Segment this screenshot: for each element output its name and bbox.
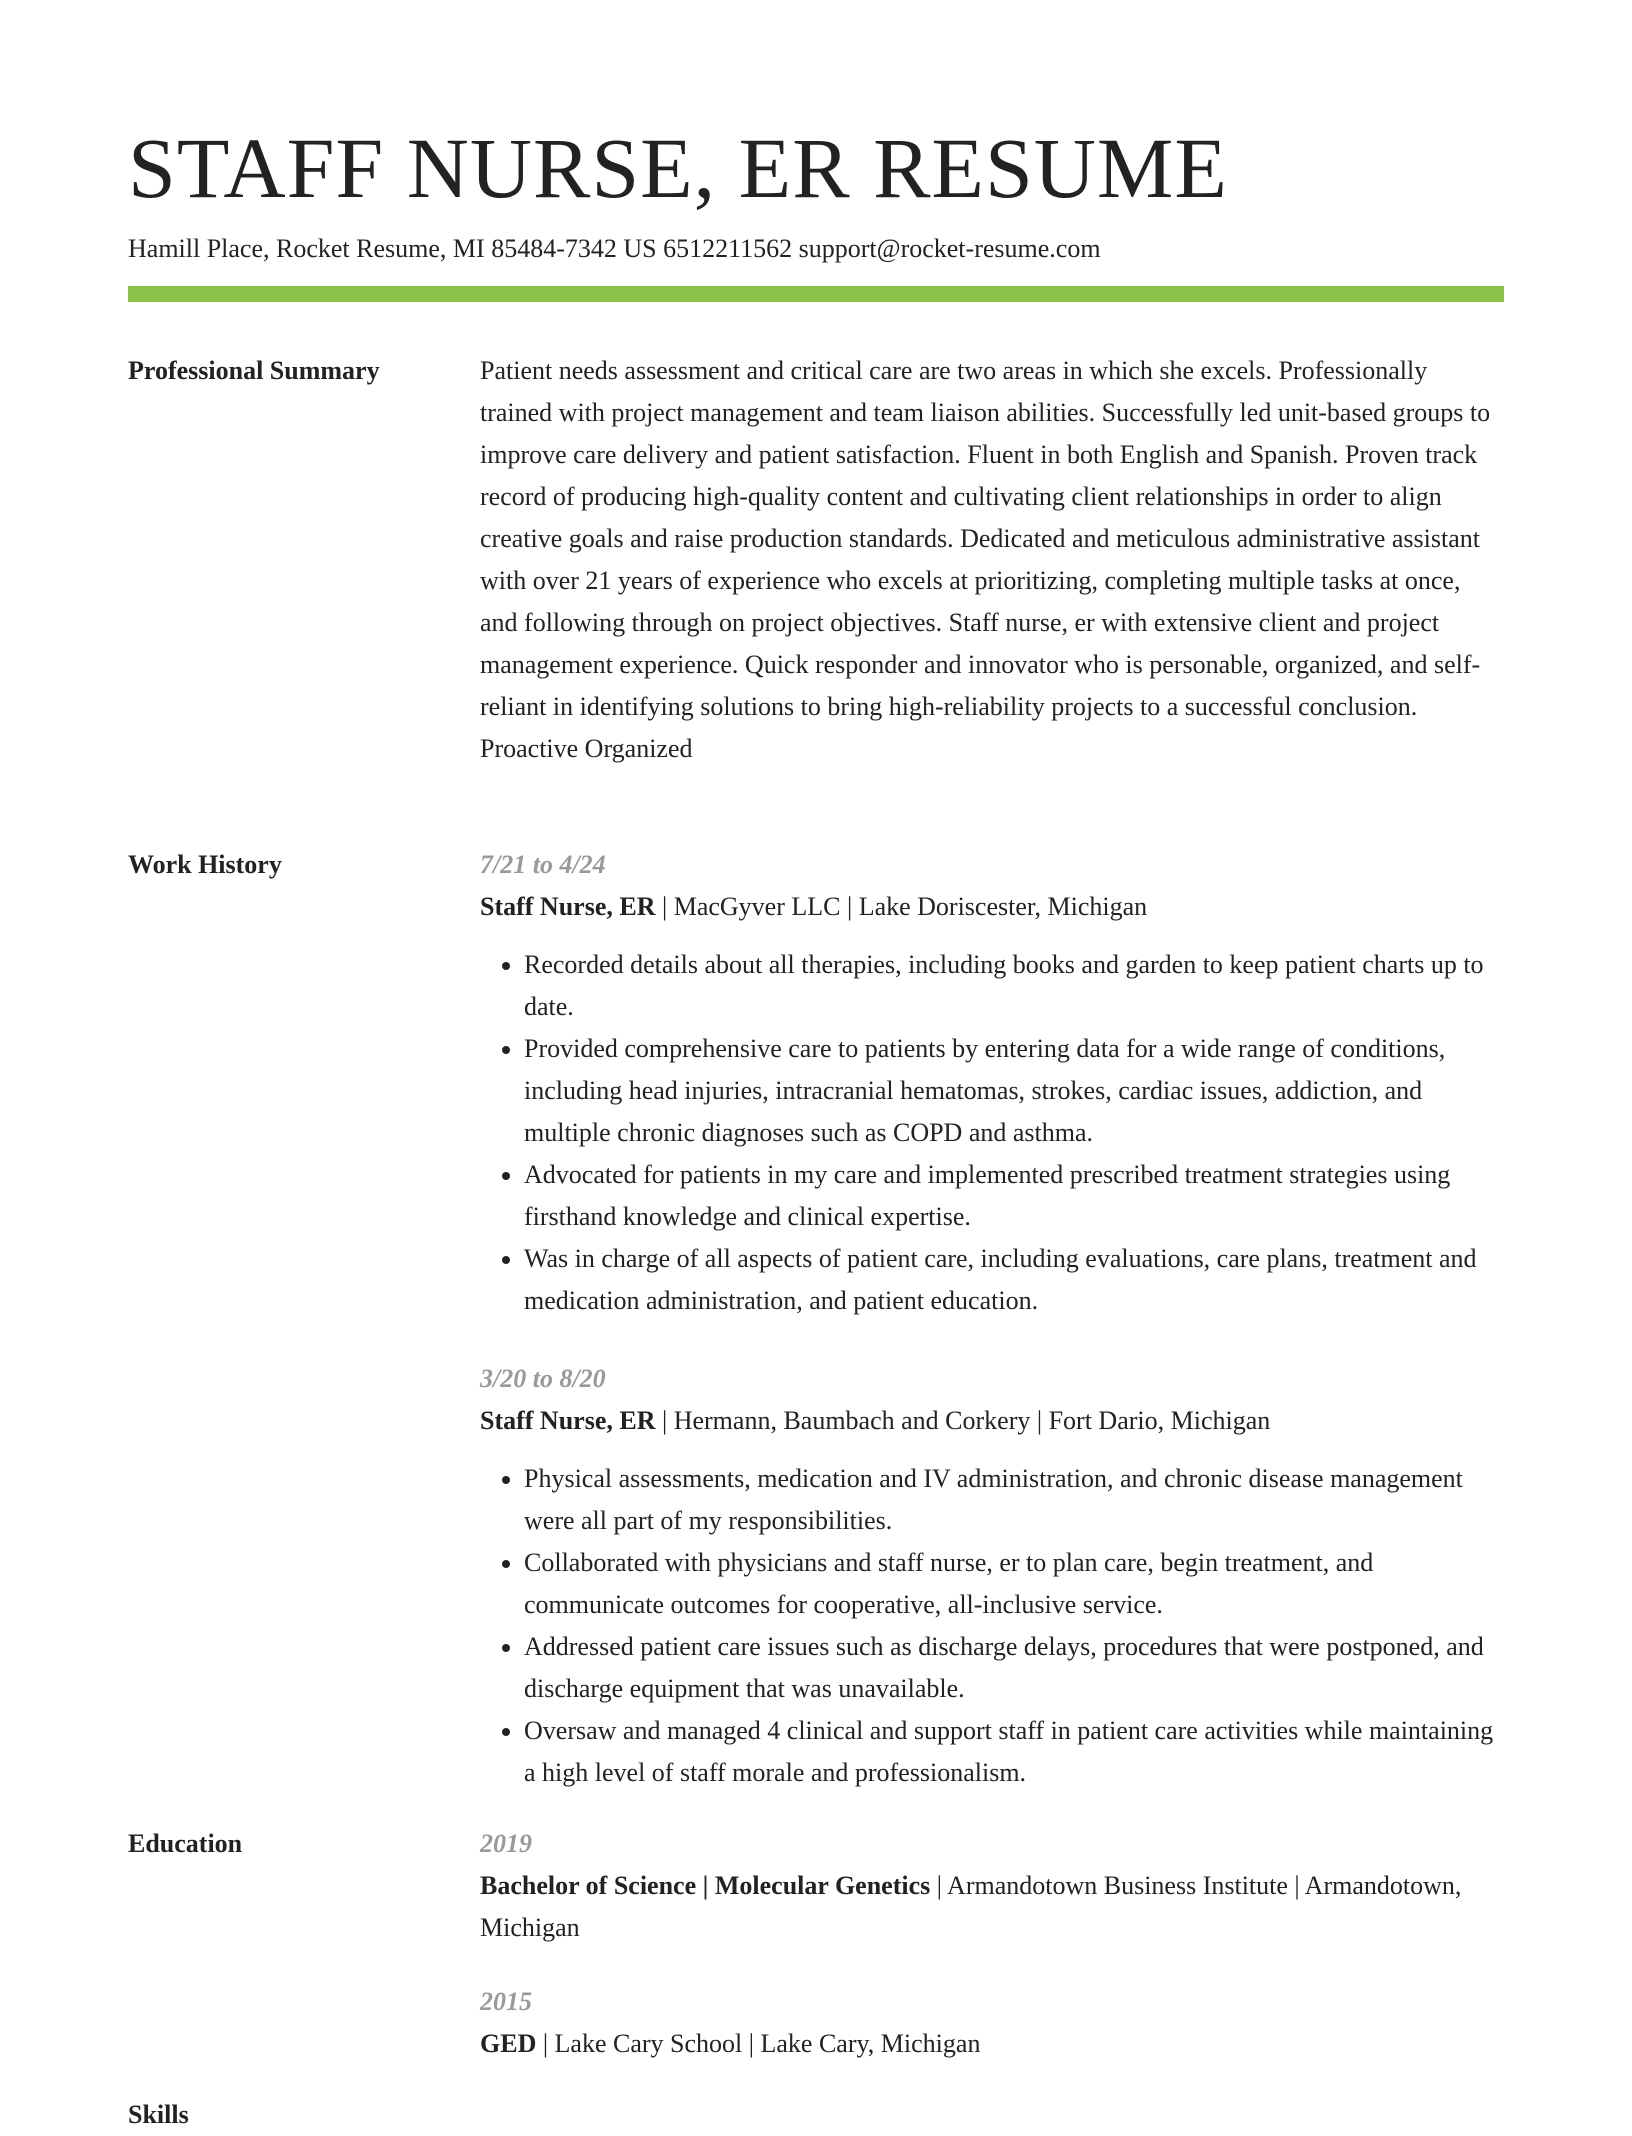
skills-label: Skills (128, 2100, 189, 2129)
education-line (480, 1865, 1504, 1949)
job-title: Staff Nurse, ER (480, 1406, 656, 1435)
job-bullet: • Addressed patient care issues such as discharge delays, procedures that were postponed, and discharge equipment that was unavailable. (524, 1626, 1504, 1710)
work-history-label: Work History (128, 850, 282, 879)
job-role-line (480, 1400, 1504, 1442)
job-bullets (480, 1458, 1504, 1794)
education-entry (480, 1981, 1504, 2065)
job-bullet: • Advocated for patients in my care and implemented prescribed treatment strategies using firsthand knowledge and clinical expertise. (524, 1154, 1504, 1238)
job-bullet: • Collaborated with physicians and staff nurse, er to plan care, begin treatment, and communicate outcomes for cooperative, all-inclusive service. (524, 1542, 1504, 1626)
education-year: 2019 (480, 1829, 532, 1858)
job-entry (480, 844, 1504, 1322)
summary-body (480, 350, 1504, 770)
education-line (480, 2023, 1504, 2065)
job-dates: 7/21 to 4/24 (480, 850, 606, 879)
education-entry (480, 1823, 1504, 1949)
contact-line: Hamill Place, Rocket Resume, MI 85484-7342 US 6512211562 support@rocket-resume.com (128, 234, 1101, 263)
resume-title: STAFF NURSE, ER RESUME (128, 120, 1228, 216)
job-details: | MacGyver LLC | Lake Doriscester, Michigan (655, 892, 1148, 921)
education-year: 2015 (480, 1987, 532, 2016)
job-title: Staff Nurse, ER (480, 892, 656, 921)
education-body (480, 1823, 1504, 2065)
job-role-line (480, 886, 1504, 928)
education-details: | Armandotown Business Institute | Armandotown, Michigan (480, 1871, 1462, 1942)
job-details: | Hermann, Baumbach and Corkery | Fort Dario, Michigan (655, 1406, 1271, 1435)
work-history-body (480, 844, 1504, 1794)
job-bullet: • Oversaw and managed 4 clinical and support staff in patient care activities while maintaining a high level of staff morale and professionalism. (524, 1710, 1504, 1794)
summary-text: Patient needs assessment and critical care are two areas in which she excels. Professionally trained with project management and team liaison abilities. Successfully led unit-based groups to improve care delivery and patient satisfaction. Fluent in both English and Spanish. Proven track record of producing high-quality content and cultivating client relationships in order to align creative goals and raise production standards. Dedicated and meticulous administrative assistant with over 21 years of experience who excels at prioritizing, completing multiple tasks at once, and following through on project objectives. Staff nurse, er with extensive client and project management experience. Quick responder and innovator who is personable, organized, and self-reliant in identifying solutions to bring high-reliability projects to a successful conclusion. Proactive Organized (480, 356, 1491, 763)
summary-label: Professional Summary (128, 356, 380, 385)
job-bullet: • Recorded details about all therapies, including books and garden to keep patient charts up to date. (524, 944, 1504, 1028)
header-divider (128, 286, 1504, 302)
education-degree: Bachelor of Science | Molecular Genetics (480, 1871, 931, 1900)
job-bullet: • Physical assessments, medication and IV administration, and chronic disease management were all part of my responsibilities. (524, 1458, 1504, 1542)
job-entry (480, 1358, 1504, 1794)
education-degree: GED (480, 2029, 537, 2058)
job-bullet: • Was in charge of all aspects of patient care, including evaluations, care plans, treatment and medication administration, and patient education. (524, 1238, 1504, 1322)
job-bullets (480, 944, 1504, 1322)
education-details: | Lake Cary School | Lake Cary, Michigan (536, 2029, 981, 2058)
education-label: Education (128, 1829, 243, 1858)
job-dates: 3/20 to 8/20 (480, 1364, 606, 1393)
job-bullet: • Provided comprehensive care to patients by entering data for a wide range of conditions, including head injuries, intracranial hematomas, strokes, cardiac issues, addiction, and multiple chronic diagnoses such as COPD and asthma. (524, 1028, 1504, 1154)
